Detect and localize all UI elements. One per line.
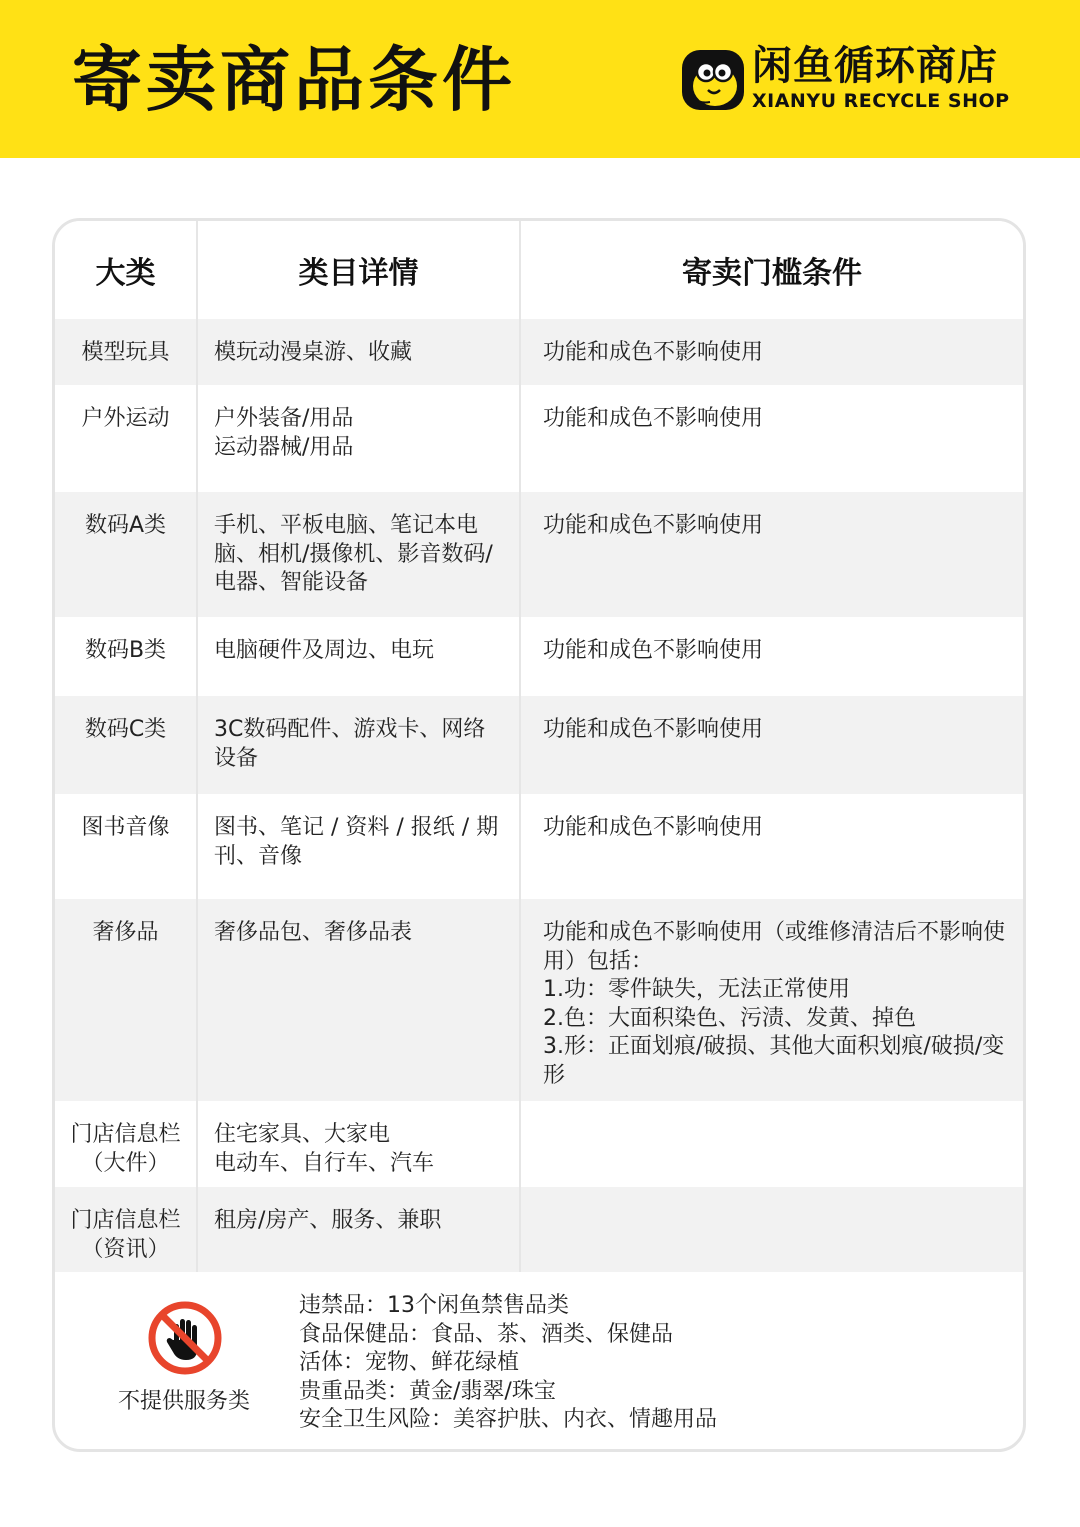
row-condition [520, 1187, 1023, 1272]
row-category: 奢侈品 [55, 899, 197, 1101]
row-details: 住宅家具、大家电 电动车、自行车、汽车 [197, 1101, 520, 1187]
row-details: 户外装备/用品 运动器械/用品 [197, 385, 520, 492]
header-details: 类目详情 [197, 221, 520, 319]
header-category: 大类 [55, 221, 197, 319]
conditions-card [52, 218, 1026, 1452]
table-header-row [55, 221, 1023, 319]
row-condition: 功能和成色不影响使用 [520, 617, 1023, 696]
brand-name-en: XIANYU RECYCLE SHOP [752, 90, 1010, 112]
row-condition: 功能和成色不影响使用 [520, 696, 1023, 794]
list-item: 违禁品：13个闲鱼禁售品类 [299, 1293, 569, 1318]
row-category: 户外运动 [81, 406, 170, 431]
page-title: 寄卖商品条件 [72, 39, 516, 121]
row-category: 图书音像 [81, 815, 170, 840]
conditions-table [55, 221, 1023, 1272]
table-row [55, 899, 1023, 1101]
row-category: 数码C类 [55, 696, 197, 794]
brand-logo [680, 44, 1025, 116]
row-details: 电脑硬件及周边、电玩 [197, 617, 520, 696]
brand-name-cn: 闲鱼循环商店 [752, 43, 998, 89]
row-details: 手机、平板电脑、笔记本电脑、相机/摄像机、影音数码/电器、智能设备 [197, 492, 520, 617]
table-row [55, 492, 1023, 617]
table-row [55, 794, 1023, 899]
table-row [55, 696, 1023, 794]
row-category: 门店信息栏 （资讯） [55, 1187, 197, 1272]
fish-mascot-icon [680, 46, 746, 112]
table-row [55, 617, 1023, 696]
row-condition: 功能和成色不影响使用 [520, 385, 1023, 492]
table-row [55, 319, 1023, 385]
row-category: 门店信息栏 （大件） [70, 1122, 181, 1176]
row-category: 数码B类 [84, 638, 167, 663]
header-banner [0, 0, 1080, 158]
row-condition: 功能和成色不影响使用 [520, 319, 1023, 385]
table-row [55, 1101, 1023, 1187]
row-details: 奢侈品包、奢侈品表 [197, 899, 520, 1101]
row-condition: 功能和成色不影响使用 [520, 794, 1023, 899]
row-details: 图书、笔记 / 资料 / 报纸 / 期刊、音像 [197, 794, 520, 899]
row-condition: 功能和成色不影响使用 [520, 492, 1023, 617]
no-hand-icon [147, 1300, 223, 1376]
row-condition: 功能和成色不影响使用（或维修清洁后不影响使用）包括： 1.功：零件缺失，无法正常使用 2.色：大面积染色、污渍、发黄、掉色 3.形：正面划痕/破损、其他大面积划痕/破损/变形 [520, 899, 1023, 1101]
list-item: 活体：宠物、鲜花绿植 [299, 1350, 520, 1375]
list-item: 贵重品类：黄金/翡翠/珠宝 [299, 1378, 556, 1404]
list-item: 安全卫生风险：美容护肤、内衣、情趣用品 [299, 1407, 718, 1432]
row-details: 租房/房产、服务、兼职 [197, 1187, 520, 1272]
table-row [55, 1187, 1023, 1272]
row-details: 模玩动漫桌游、收藏 [197, 319, 520, 385]
table-row [55, 385, 1023, 492]
excluded-services-section [55, 1270, 1023, 1450]
excluded-services-label: 不提供服务类 [117, 1389, 250, 1414]
list-item: 食品保健品：食品、茶、酒类、保健品 [299, 1321, 674, 1347]
row-category: 数码A类 [55, 492, 197, 617]
header-condition: 寄卖门槛条件 [520, 221, 1023, 319]
excluded-services-list [299, 1292, 717, 1435]
row-details: 3C数码配件、游戏卡、网络设备 [197, 696, 520, 794]
row-category: 模型玩具 [55, 319, 197, 385]
row-condition [520, 1101, 1023, 1187]
